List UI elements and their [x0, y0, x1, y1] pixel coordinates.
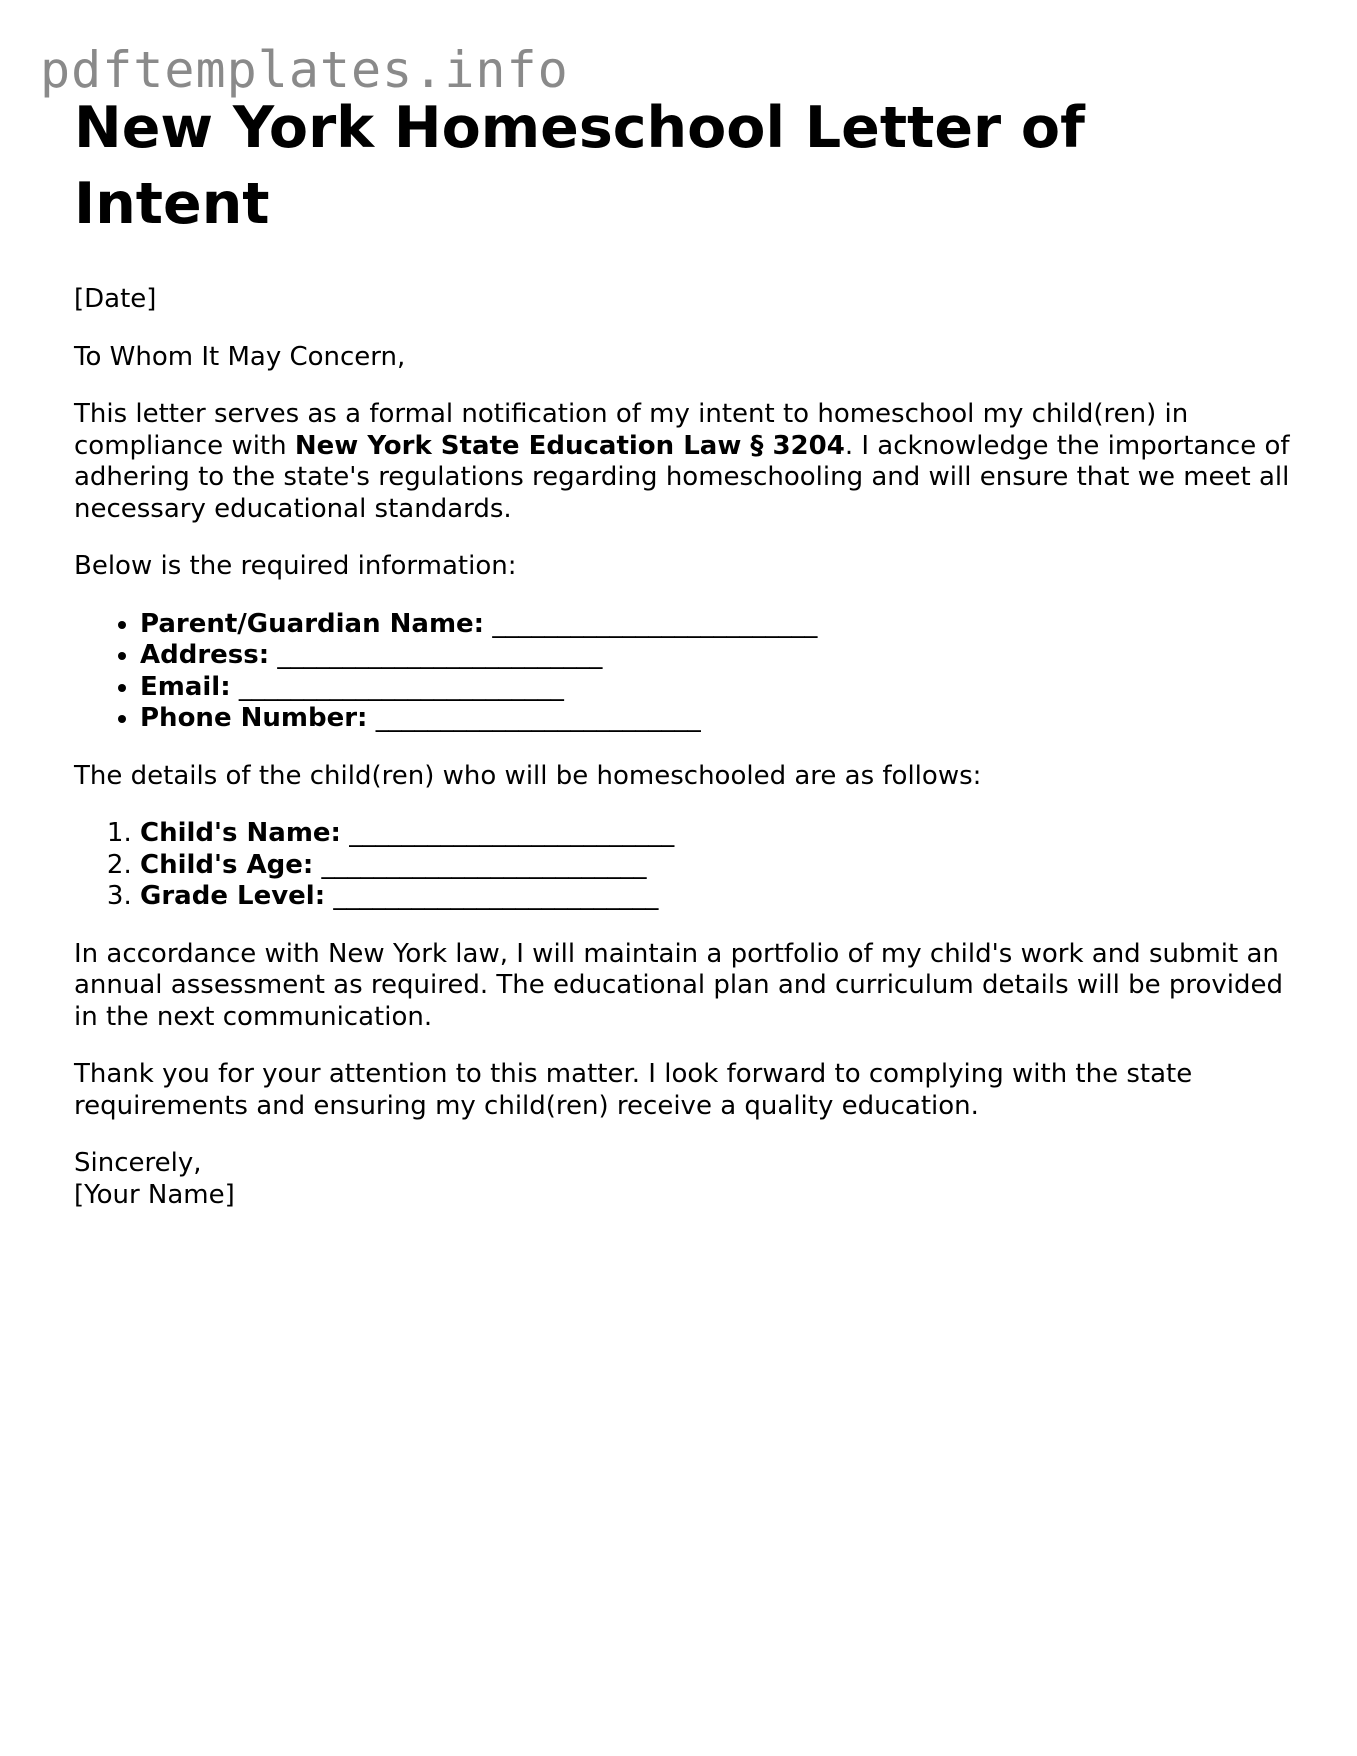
blank-line: _________________________ [238, 671, 564, 702]
intro-paragraph [74, 399, 1294, 525]
field-label: Phone Number: [140, 703, 368, 733]
child-info-list [74, 818, 1294, 913]
watermark: pdftemplates.info [40, 41, 569, 99]
letter-page [74, 90, 1294, 1211]
required-info-heading: Below is the required information: [74, 551, 517, 581]
list-item-child-name [140, 818, 1294, 850]
thanks-paragraph: Thank you for your attention to this matter. I look forward to complying with the state requirements and ensuring my child(ren) receive a quality education. [74, 1059, 1193, 1121]
blank-line: _________________________ [277, 640, 603, 670]
list-item-grade-level [140, 881, 1294, 913]
intro-text-after: . I acknowledge the importance of adhering to the state's regulations regarding homeschooling and will ensure that we meet all necessary educational standards. [74, 430, 1290, 524]
child-details-heading: The details of the child(ren) who will be homeschooled are as follows: [74, 760, 982, 791]
field-label: Child's Age: [140, 849, 314, 880]
list-item-parent-name [140, 609, 1294, 641]
field-label: Parent/Guardian Name: [140, 608, 485, 639]
list-item-child-age [140, 850, 1294, 882]
list-item-address [140, 640, 1294, 672]
field-label: Email: [140, 671, 231, 702]
field-label: Child's Name: [140, 818, 341, 848]
blank-line: _________________________ [349, 818, 675, 848]
signature-placeholder: [Your Name] [74, 1179, 235, 1210]
greeting: To Whom It May Concern, [74, 341, 406, 372]
letter-title: New York Homeschool Letter of Intent [74, 95, 1085, 237]
portfolio-paragraph: In accordance with New York law, I will maintain a portfolio of my child's work and submit an annual assessment as required. The educational plan and curriculum details will be provided in the next communication. [74, 938, 1283, 1032]
blank-line: _________________________ [333, 881, 659, 911]
blank-line: _________________________ [375, 703, 701, 733]
closing [74, 1148, 1294, 1211]
parent-info-list [74, 609, 1294, 735]
blank-line: _________________________ [492, 608, 818, 639]
field-label: Grade Level: [140, 881, 326, 911]
list-item-email [140, 672, 1294, 704]
law-citation: New York State Education Law § 3204 [294, 430, 845, 461]
date-placeholder: [Date] [74, 284, 157, 314]
closing-text: Sincerely, [74, 1148, 202, 1178]
blank-line: _________________________ [321, 849, 647, 880]
field-label: Address: [140, 640, 270, 670]
list-item-phone [140, 703, 1294, 735]
intro-text-before: This letter serves as a formal notification of my intent to homeschool my child(ren) in compliance with [74, 399, 1189, 461]
